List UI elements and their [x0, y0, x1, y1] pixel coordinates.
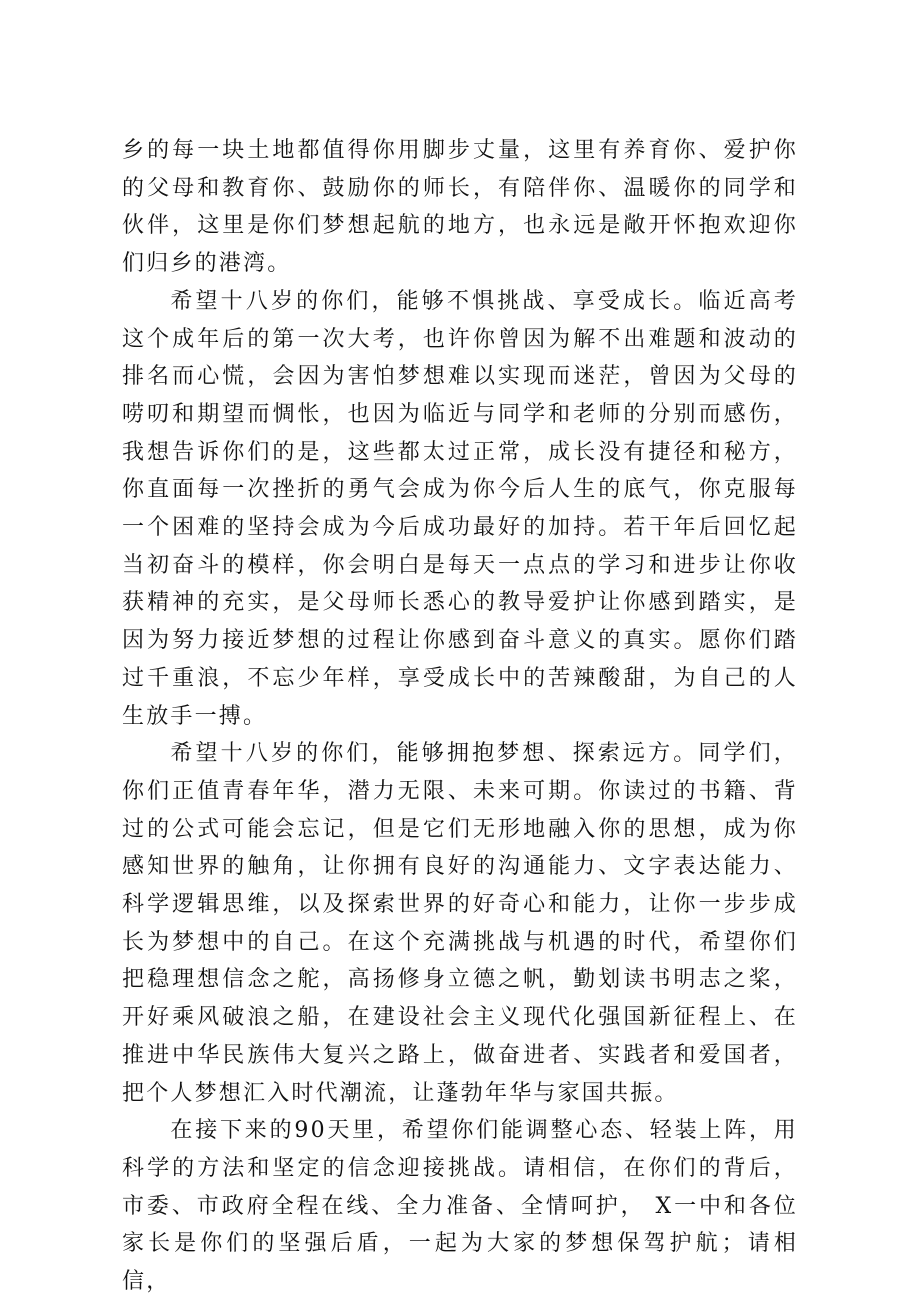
paragraph-2: 希望十八岁的你们，能够不惧挑战、享受成长。临近高考这个成年后的第一次大考，也许你曾因为解不出难题和波动的排名而心慌，会因为害怕梦想难以实现而迷茫，曾因为父母的唠叨和期望而惆怅，也因为临近与同学和老师的分别而感伤，我想告诉你们的是，这些都太过正常，成长没有捷径和秘方，你直面每一次挫折的勇气会成为你今后人生的底气，你克服每一个困难的坚持会成为今后成功最好的加持。若干年后回忆起当初奋斗的模样，你会明白是每天一点点的学习和进步让你收获精神的充实，是父母师长悉心的教导爱护让你感到踏实，是因为努力接近梦想的过程让你感到奋斗意义的真实。愿你们踏过千重浪，不忘少年样，享受成长中的苦辣酸甜，为自己的人生放手一搏。 [122, 288, 798, 729]
document-body [122, 132, 798, 1301]
paragraph-1: 乡的每一块土地都值得你用脚步丈量，这里有养育你、爱护你的父母和教育你、鼓励你的师长，有陪伴你、温暖你的同学和伙伴，这里是你们梦想起航的地方，也永远是敞开怀抱欢迎你们归乡的港湾。 [122, 138, 798, 277]
paragraph-4: 在接下来的90天里，希望你们能调整心态、轻装上阵，用科学的方法和坚定的信念迎接挑战。请相信，在你们的背后，市委、市政府全程在线、全力准备、全情呵护， X一中和各位家长是你们的坚强后盾，一起为大家的梦想保驾护航；请相信， [122, 1118, 798, 1295]
paragraph-3: 希望十八岁的你们，能够拥抱梦想、探索远方。同学们，你们正值青春年华，潜力无限、未来可期。你读过的书籍、背过的公式可能会忘记，但是它们无形地融入你的思想，成为你感知世界的触角，让你拥有良好的沟通能力、文字表达能力、科学逻辑思维，以及探索世界的好奇心和能力，让你一步步成长为梦想中的自己。在这个充满挑战与机遇的时代，希望你们把稳理想信念之舵，高扬修身立德之帆，勤划读书明志之桨，开好乘风破浪之船，在建设社会主义现代化强国新征程上、在推进中华民族伟大复兴之路上，做奋进者、实践者和爱国者，把个人梦想汇入时代潮流，让蓬勃年华与家国共振。 [122, 741, 798, 1106]
